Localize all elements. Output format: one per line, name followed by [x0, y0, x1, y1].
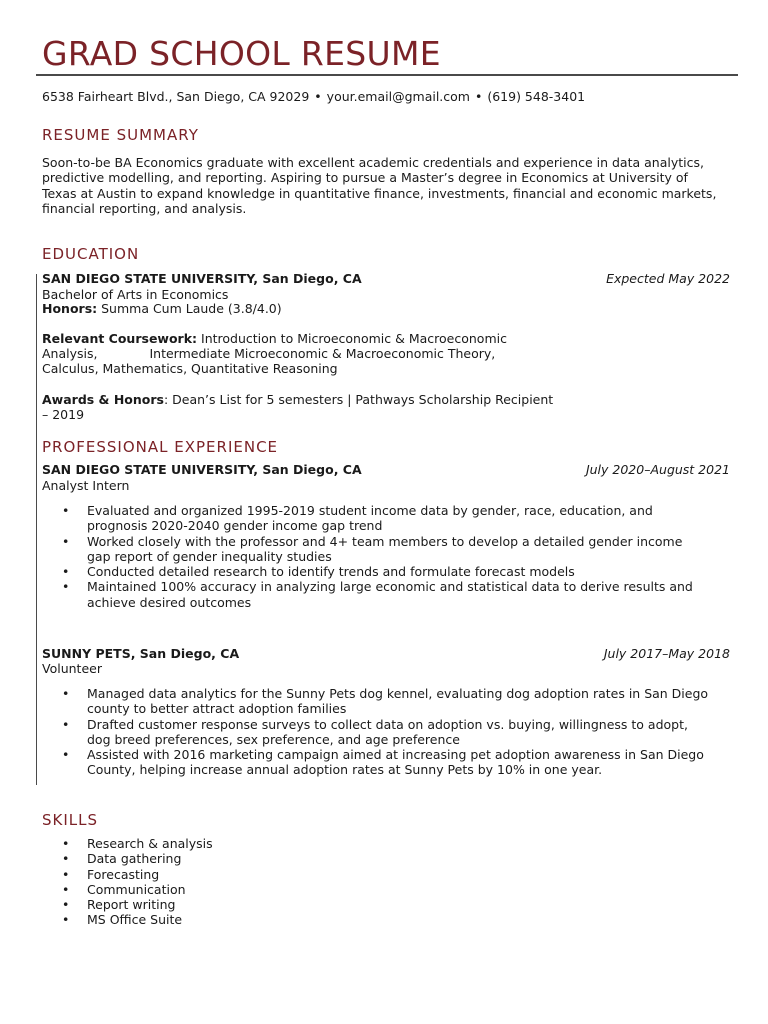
skills-list [62, 836, 730, 928]
coursework-text: Intermediate Microeconomic & Macroeconomic Theory, [149, 346, 496, 361]
coursework-text: Introduction to Microeconomic & Macroeconomic [197, 331, 507, 346]
job-bullet: • Assisted with 2016 marketing campaign aimed at increasing pet adoption awareness in San Diego County, helping increase annual adoption rates at Sunny Pets by 10% in one year. [62, 747, 730, 778]
title-divider [36, 74, 738, 76]
degree: Bachelor of Arts in Economics [42, 287, 229, 302]
summary-heading: RESUME SUMMARY [42, 126, 199, 144]
job-org: SAN DIEGO STATE UNIVERSITY, San Diego, CA [42, 462, 362, 477]
job-role: Volunteer [42, 661, 102, 676]
summary-line: Soon-to-be BA Economics graduate with excellent academic credentials and experience in data analytics, [42, 155, 704, 170]
job-bullet: • Managed data analytics for the Sunny Pets dog kennel, evaluating dog adoption rates in San Diego county to better attract adoption families [62, 686, 730, 717]
summary-line: Texas at Austin to expand knowledge in quantitative finance, investments, financial and economic markets, [42, 185, 717, 201]
side-divider [36, 274, 37, 785]
summary-text [42, 155, 732, 216]
coursework-label: Relevant Coursework: [42, 331, 198, 346]
separator: • [314, 89, 322, 104]
summary-line: predictive modelling, and reporting. Aspiring to pursue a Master’s degree in Economics at University of [42, 170, 688, 186]
job-bullet: • Worked closely with the professor and 4+ team members to develop a detailed gender income gap report of gender inequality studies [62, 534, 730, 565]
job-header [42, 646, 730, 662]
awards-label: Awards & Honors [42, 392, 164, 407]
job-bullets [62, 503, 730, 610]
job-bullet: • Evaluated and organized 1995-2019 student income data by gender, race, education, and prognosis 2020-2040 gender income gap trend [62, 503, 730, 534]
job-header [42, 462, 730, 478]
job-bullets [62, 686, 730, 778]
resume-title: GRAD SCHOOL RESUME [42, 34, 441, 73]
awards-text: : Dean’s List for 5 semesters | Pathways Scholarship Recipient [163, 392, 554, 407]
skills-heading: SKILLS [42, 811, 99, 829]
phone: (619) 548-3401 [487, 89, 586, 104]
coursework-line: Calculus, Mathematics, Quantitative Reasoning [42, 361, 338, 376]
education-entry-header [42, 271, 730, 287]
honors-line [42, 301, 282, 316]
job-date: July 2017–May 2018 [603, 646, 730, 661]
skill-item: • MS Office Suite [62, 912, 730, 927]
awards-line: – 2019 [42, 407, 85, 422]
skill-item: • Communication [62, 882, 730, 897]
coursework-line [42, 346, 495, 361]
honors-label: Honors: [42, 301, 98, 316]
job-role: Analyst Intern [42, 478, 130, 493]
job-bullet: • Conducted detailed research to identify trends and formulate forecast models [62, 564, 730, 579]
education-heading: EDUCATION [42, 245, 140, 263]
contact-line [42, 89, 585, 105]
skill-item: • Report writing [62, 897, 730, 912]
experience-heading: PROFESSIONAL EXPERIENCE [42, 438, 279, 456]
skill-item: • Research & analysis [62, 836, 730, 851]
education-date: Expected May 2022 [606, 271, 730, 286]
separator: • [474, 89, 483, 104]
coursework-text: Analysis, [42, 346, 98, 361]
summary-line: financial reporting, and analysis. [42, 200, 247, 216]
address: 6538 Fairheart Blvd., San Diego, CA 92029 [42, 89, 310, 104]
job-bullet: • Drafted customer response surveys to collect data on adoption vs. buying, willingness to adopt, dog breed preferences, sex preference, and age preference [62, 717, 730, 748]
job-org: SUNNY PETS, San Diego, CA [42, 646, 240, 661]
school-name: SAN DIEGO STATE UNIVERSITY, San Diego, CA [42, 271, 362, 286]
awards-line [42, 392, 553, 407]
email-link[interactable]: your.email@gmail.com [326, 89, 470, 104]
coursework-line [42, 331, 507, 346]
skill-item: • Data gathering [62, 851, 730, 866]
honors-value: Summa Cum Laude (3.8/4.0) [97, 301, 282, 316]
skill-item: • Forecasting [62, 867, 730, 882]
job-date: July 2020–August 2021 [585, 462, 730, 477]
job-bullet: • Maintained 100% accuracy in analyzing large economic and statistical data to derive results and achieve desired outcomes [62, 579, 730, 610]
